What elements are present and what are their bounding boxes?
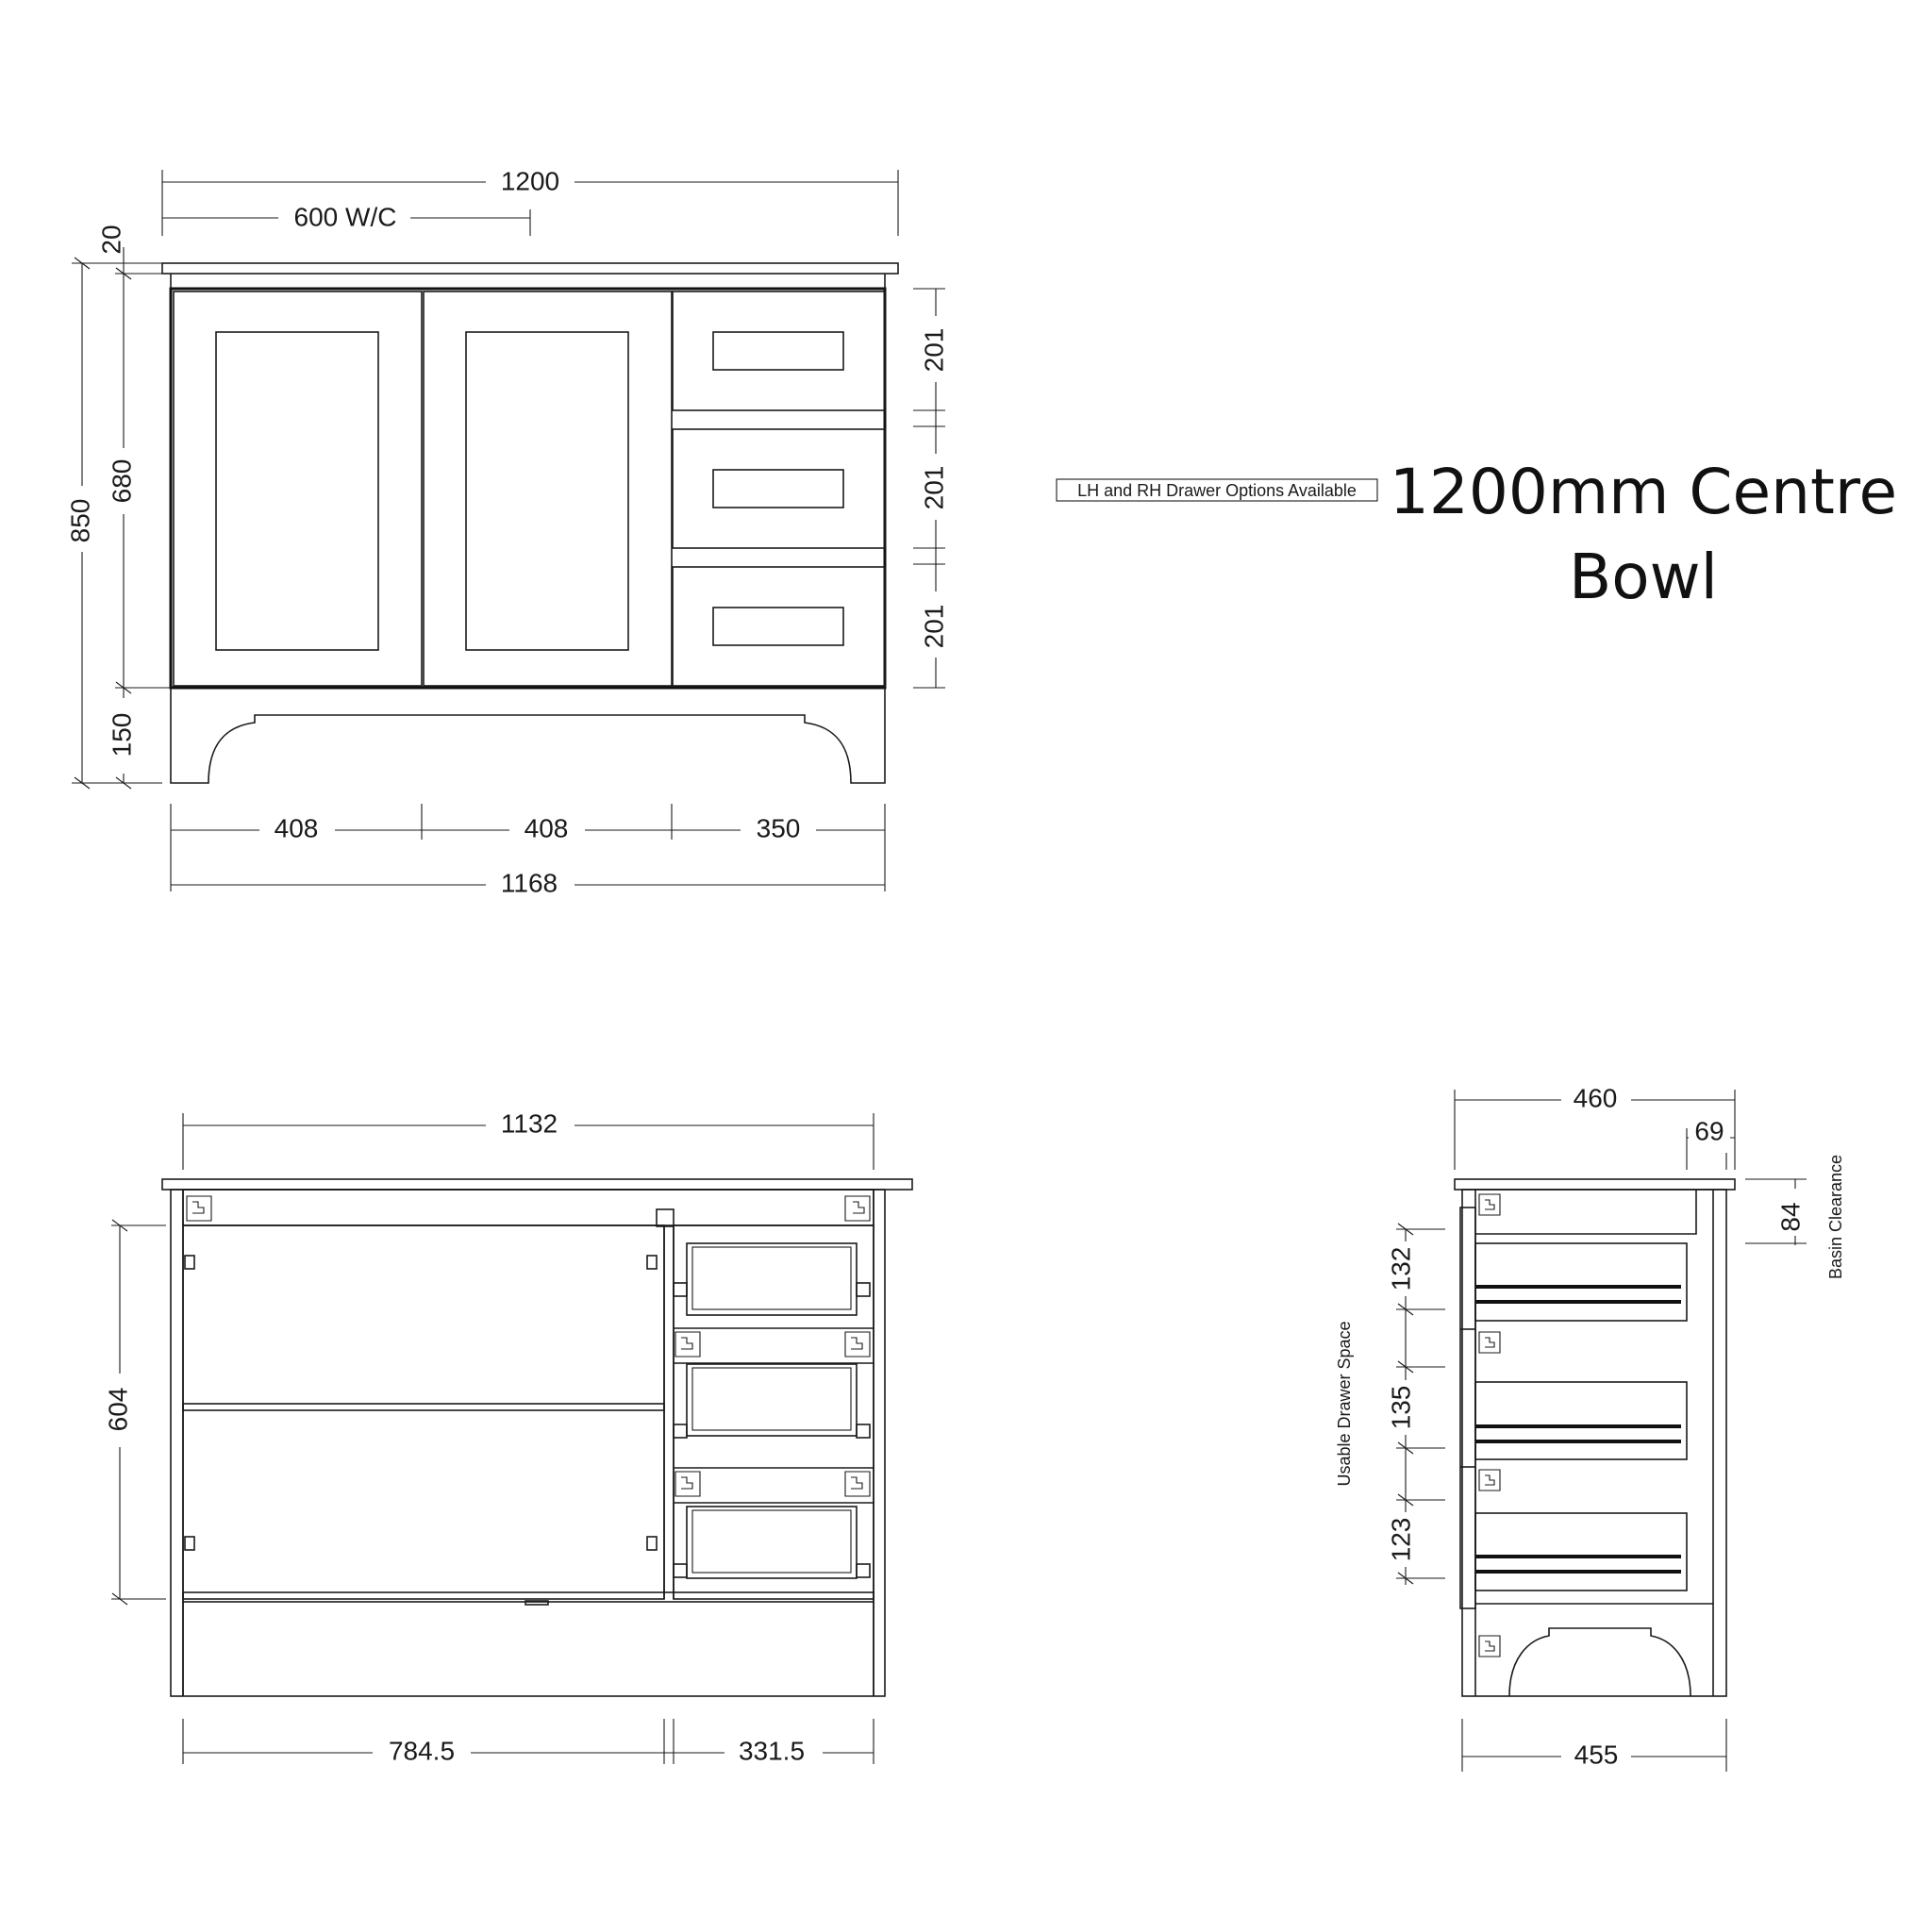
side-section <box>1455 1179 1735 1696</box>
dim-overall-width: 1200 <box>500 166 560 196</box>
dim-usable-drawer-1: 132 <box>1386 1246 1416 1291</box>
dim-plinth-height: 150 <box>107 712 137 758</box>
dim-door-2-width: 408 <box>524 813 569 843</box>
title-line-1: 1200mm Centre <box>1389 456 1898 528</box>
drawer-options-note <box>1057 479 1377 501</box>
door-middle <box>424 291 672 686</box>
dim-top-offset: 69 <box>1694 1116 1724 1146</box>
dim-door-1-width: 408 <box>274 813 319 843</box>
usable-drawer-space-label: Usable Drawer Space <box>1334 1321 1354 1487</box>
dim-internal-height: 604 <box>103 1387 133 1432</box>
interior-elevation <box>162 1179 912 1696</box>
dim-cupboard-width: 784.5 <box>388 1736 456 1766</box>
dim-depth: 460 <box>1573 1083 1618 1113</box>
dim-wc-width: 600 W/C <box>293 202 397 232</box>
plinth <box>171 688 885 783</box>
basin-clearance-label: Basin Clearance <box>1825 1154 1845 1280</box>
dim-drawer-bay-width: 350 <box>756 813 801 843</box>
dim-carcass-width: 1168 <box>500 868 558 898</box>
front-elevation <box>162 263 898 783</box>
dim-drawer-3: 201 <box>919 604 949 649</box>
dim-carcass-height: 680 <box>107 458 137 504</box>
dim-interior-drawer-width: 331.5 <box>738 1736 806 1766</box>
dim-internal-width: 1132 <box>500 1108 558 1139</box>
dim-drawer-2: 201 <box>919 465 949 510</box>
door-left <box>174 291 422 686</box>
drawer-fronts <box>673 291 885 686</box>
side-drawers <box>1475 1243 1687 1591</box>
title-block <box>1390 456 1897 613</box>
front-dimensions <box>63 166 955 902</box>
dim-overall-height: 850 <box>65 498 95 543</box>
interior-drawers <box>674 1225 874 1599</box>
drawer-options-note-text: LH and RH Drawer Options Available <box>1077 481 1357 500</box>
dim-top-thickness: 20 <box>96 225 126 255</box>
dim-usable-drawer-2: 135 <box>1386 1385 1416 1430</box>
interior-dimensions <box>101 1108 874 1770</box>
title-line-2: Bowl <box>1569 541 1718 613</box>
dim-basin-clearance: 84 <box>1775 1202 1806 1232</box>
dim-usable-drawer-3: 123 <box>1386 1517 1416 1562</box>
dim-drawer-1: 201 <box>919 327 949 373</box>
dim-base-depth: 455 <box>1574 1740 1619 1770</box>
